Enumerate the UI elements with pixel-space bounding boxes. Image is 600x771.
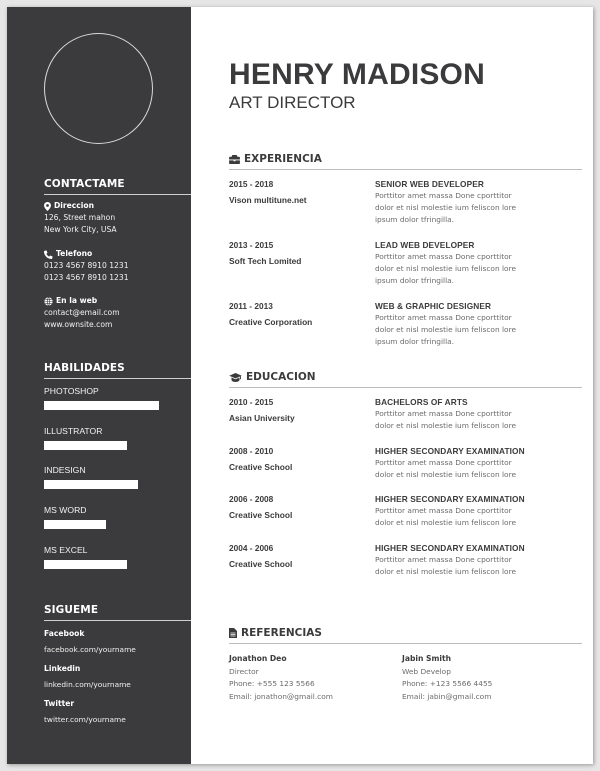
entry-organization: Creative School [229, 510, 293, 520]
skill-bar [44, 401, 159, 410]
skill-name: INDESIGN [44, 465, 86, 475]
entry-desc-line: dolor et nisl molestie ium feliscon lore [375, 518, 516, 528]
entry-title: BACHELORS OF ARTS [375, 397, 468, 407]
email-link[interactable]: contact@email.com [44, 308, 120, 317]
entry-desc-line: dolor et nisl molestie ium feliscon lore [375, 421, 516, 431]
entry-desc-line: ipsum dolor tfringilla. [375, 337, 455, 347]
address-line-1: 126, Street mahon [44, 213, 116, 222]
skill-name: ILLUSTRATOR [44, 426, 103, 436]
entry-dates: 2010 - 2015 [229, 397, 274, 407]
skill-ms-excel [44, 544, 127, 569]
experience-heading [229, 153, 582, 170]
experience-heading-text: EXPERIENCIA [244, 153, 322, 165]
phone-line-1: 0123 4567 8910 1231 [44, 261, 129, 270]
reference-name: Jonathon Deo [229, 654, 287, 663]
skill-bar [44, 560, 127, 569]
phone-label: Telefono [56, 249, 93, 258]
contact-address [44, 200, 191, 236]
address-label: Direccion [54, 201, 95, 210]
references-heading [229, 627, 582, 644]
entry-dates: 2006 - 2008 [229, 494, 274, 504]
entry-title: SENIOR WEB DEVELOPER [375, 179, 484, 189]
person-name: HENRY MADISON [229, 58, 485, 91]
entry-organization: Creative Corporation [229, 317, 313, 327]
skill-indesign [44, 464, 138, 489]
entry-organization: Creative School [229, 559, 293, 569]
entry-dates: 2004 - 2006 [229, 543, 274, 553]
address-line-2: New York City, USA [44, 225, 117, 234]
entry-desc-line: dolor et nisl molestie ium feliscon lore [375, 325, 516, 335]
twitter-link[interactable]: twitter.com/yourname [44, 715, 126, 724]
skill-name: MS WORD [44, 505, 87, 515]
reference-phone: Phone: +555 123 5566 [229, 679, 315, 689]
entry-desc-line: ipsum dolor tfringilla. [375, 215, 455, 225]
profile-photo-placeholder [44, 33, 153, 144]
entry-organization: Asian University [229, 413, 295, 423]
references-heading-text: REFERENCIAS [241, 627, 322, 639]
entry-desc-line: Porttitor amet massa Done cporttitor [375, 506, 512, 515]
map-marker-icon [44, 202, 51, 211]
education-heading [229, 371, 582, 388]
entry-desc-line: Porttitor amet massa Done cporttitor [375, 458, 512, 467]
entry-title: LEAD WEB DEVELOPER [375, 240, 475, 250]
social-twitter [44, 698, 191, 726]
social-network-label: Facebook [44, 629, 85, 638]
document-icon [229, 628, 237, 638]
entry-desc-line: dolor et nisl molestie ium feliscon lore [375, 203, 516, 213]
entry-organization: Vison multitune.net [229, 195, 307, 205]
entry-dates: 2008 - 2010 [229, 446, 274, 456]
entry-desc-line: Porttitor amet massa Done cporttitor [375, 313, 512, 322]
entry-dates: 2013 - 2015 [229, 240, 274, 250]
reference-name: Jabin Smith [402, 654, 452, 663]
skill-bar [44, 480, 138, 489]
reference-position: Director [229, 666, 259, 676]
entry-title: HIGHER SECONDARY EXAMINATION [375, 446, 525, 456]
entry-organization: Soft Tech Lomited [229, 256, 302, 266]
entry-title: HIGHER SECONDARY EXAMINATION [375, 543, 525, 553]
skill-name: PHOTOSHOP [44, 386, 99, 396]
linkedin-link[interactable]: linkedin.com/yourname [44, 680, 131, 689]
skill-bar [44, 520, 106, 529]
entry-desc-line: dolor et nisl molestie ium feliscon lore [375, 264, 516, 274]
resume-page [7, 7, 593, 764]
reference-email: Email: jonathon@gmail.com [229, 692, 333, 702]
entry-organization: Creative School [229, 462, 293, 472]
entry-title: WEB & GRAPHIC DESIGNER [375, 301, 492, 311]
contact-heading: CONTACTAME [44, 178, 191, 195]
social-network-label: Linkedin [44, 664, 81, 673]
entry-desc-line: ipsum dolor tfringilla. [375, 276, 455, 286]
reference-phone: Phone: +123 5566 4455 [402, 679, 493, 689]
skill-ms-word [44, 504, 106, 529]
entry-desc-line: dolor et nisl molestie ium feliscon lore [375, 470, 516, 480]
website-link[interactable]: www.ownsite.com [44, 320, 113, 329]
education-heading-text: EDUCACION [246, 371, 316, 383]
briefcase-icon [229, 155, 240, 164]
social-linkedin [44, 663, 191, 691]
sidebar [7, 7, 191, 764]
phone-icon [44, 250, 53, 259]
globe-icon [44, 297, 53, 306]
web-label: En la web [56, 296, 98, 305]
social-heading: SIGUEME [44, 604, 191, 621]
entry-desc-line: dolor et nisl molestie ium feliscon lore [375, 567, 516, 577]
entry-dates: 2015 - 2018 [229, 179, 274, 189]
reference-position: Web Develop [402, 666, 451, 676]
phone-line-2: 0123 4567 8910 1231 [44, 273, 129, 282]
social-network-label: Twitter [44, 699, 75, 708]
entry-desc-line: Porttitor amet massa Done cporttitor [375, 191, 512, 200]
person-role: ART DIRECTOR [229, 93, 356, 112]
skill-photoshop [44, 385, 159, 410]
entry-dates: 2011 - 2013 [229, 301, 273, 311]
contact-phone [44, 248, 191, 284]
skill-name: MS EXCEL [44, 545, 88, 555]
skill-illustrator [44, 425, 127, 450]
social-facebook [44, 628, 191, 656]
main-content [191, 7, 593, 764]
reference-email: Email: jabin@gmail.com [402, 692, 492, 702]
reference-card [229, 653, 399, 704]
entry-desc-line: Porttitor amet massa Done cporttitor [375, 252, 512, 261]
graduation-cap-icon [229, 373, 242, 382]
entry-desc-line: Porttitor amet massa Done cporttitor [375, 409, 512, 418]
entry-desc-line: Porttitor amet massa Done cporttitor [375, 555, 512, 564]
contact-web [44, 295, 191, 331]
entry-title: HIGHER SECONDARY EXAMINATION [375, 494, 525, 504]
reference-card [402, 653, 572, 704]
skills-heading: HABILIDADES [44, 362, 191, 379]
skill-bar [44, 441, 127, 450]
facebook-link[interactable]: facebook.com/yourname [44, 645, 136, 654]
